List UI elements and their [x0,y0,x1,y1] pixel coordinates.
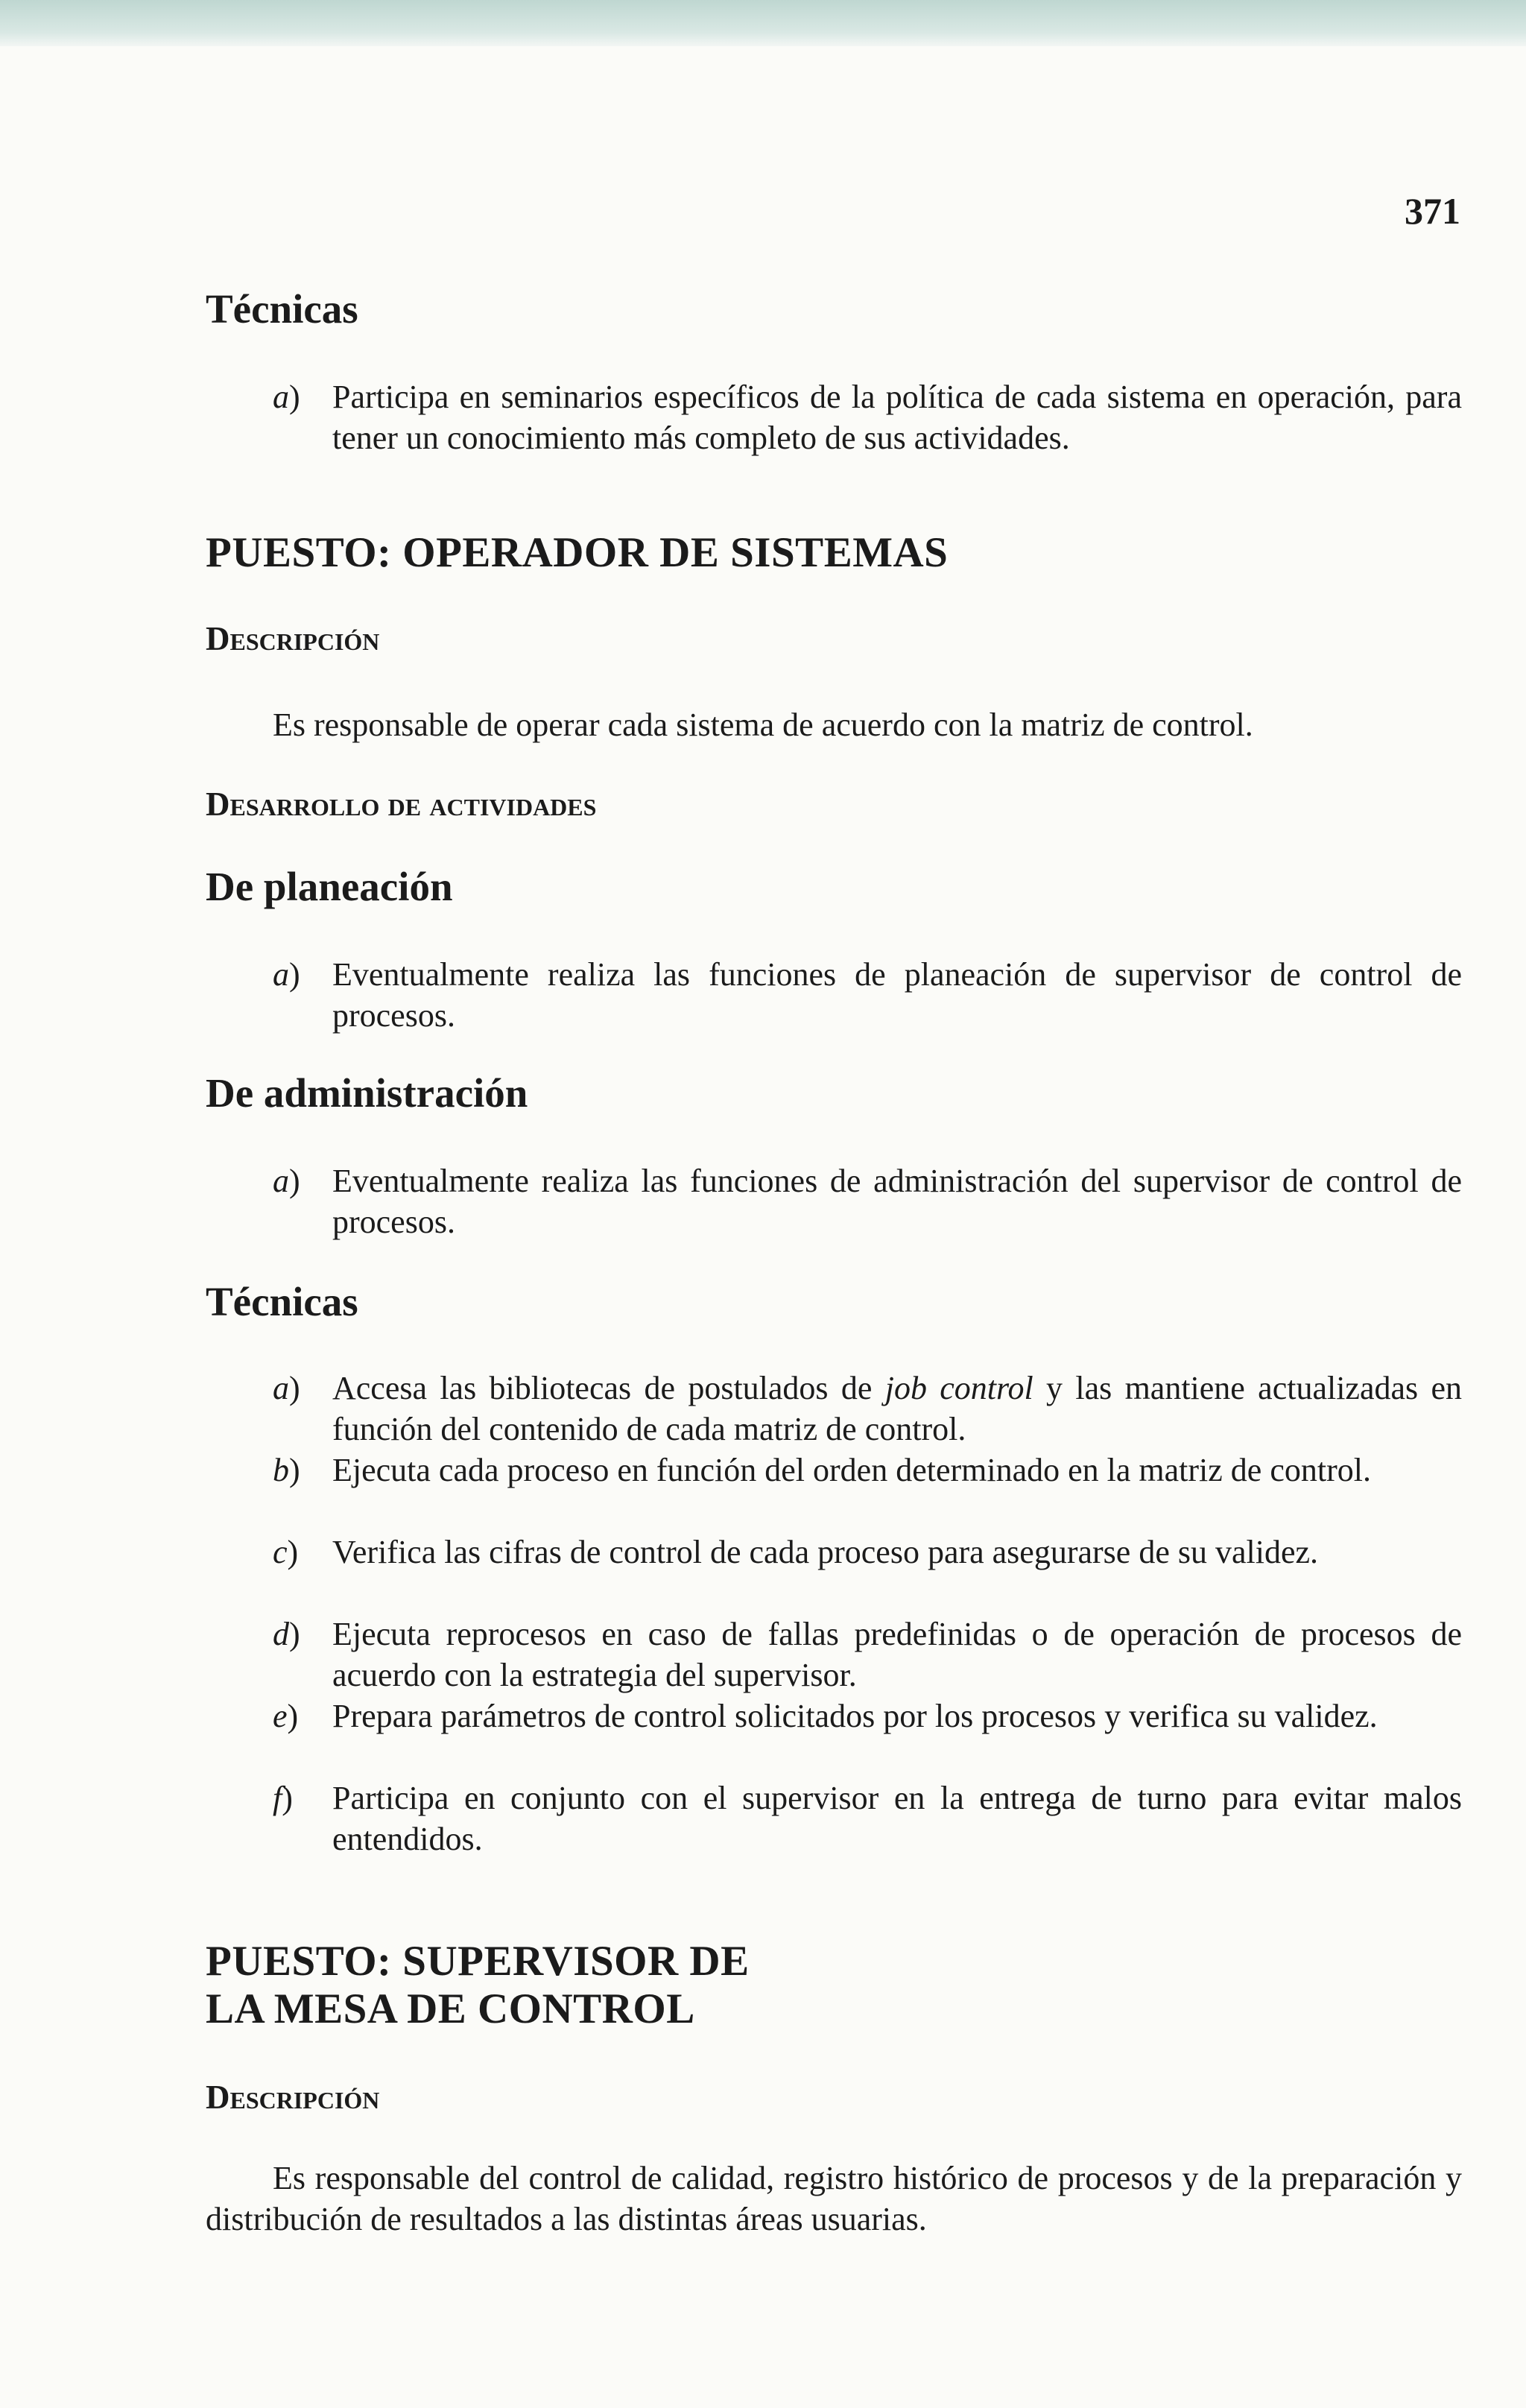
top-color-band [0,0,1526,46]
list-item-text: Verifica las cifras de control de cada proceso para asegurarse de su validez. [332,1534,1319,1570]
descripcion-text-supervisor: Es responsable del control de calidad, registro histórico de procesos y de la preparación y distribución de resultados a las distintas áreas usuarias. [206,2160,1462,2237]
descripcion-heading: Descripción [206,620,380,657]
list-item-text: Eventualmente realiza las funciones de administración del supervisor de control de procesos. [332,1163,1462,1240]
list-item-text: Ejecuta reprocesos en caso de fallas predefinidas o de operación de procesos de acuerdo con la estrategia del supervisor. [332,1616,1462,1693]
list-item-text: Prepara parámetros de control solicitados por los procesos y verifica su validez. [332,1698,1378,1734]
list-item-text: Participa en seminarios específicos de la política de cada sistema en operación, para tener un conocimiento más completo de sus actividades. [332,379,1462,456]
list-item [273,1696,1462,1737]
descripcion-heading-supervisor: Descripción [206,2079,380,2116]
list-marker: a) [273,1163,300,1199]
list-item [273,954,1462,1036]
page-number: 371 [1405,190,1460,232]
job-control-term: job control [884,1370,1033,1406]
list-marker: a) [273,1370,300,1406]
descripcion-text: Es responsable de operar cada sistema de acuerdo con la matriz de control. [273,707,1253,743]
list-item [273,1614,1462,1696]
list-marker: e) [273,1698,299,1734]
puesto-title-supervisor [206,1938,750,2033]
list-item-text: Eventualmente realiza las funciones de planeación de supervisor de control de procesos. [332,956,1462,1034]
list-item [273,376,1462,458]
desarrollo-heading: Desarrollo de actividades [206,786,597,823]
list-marker: f) [273,1780,293,1816]
list-item [273,1160,1462,1242]
section-heading-administracion: De administración [206,1070,528,1116]
list-item-text: Participa en conjunto con el supervisor en la entrega de turno para evitar malos entendidos. [332,1780,1462,1857]
puesto-title-operador: PUESTO: OPERADOR DE SISTEMAS [206,529,949,576]
list-marker: c) [273,1534,299,1570]
list-marker: d) [273,1616,300,1652]
puesto-title-line-2: LA MESA DE CONTROL [206,1985,695,2032]
list-item [273,1368,1462,1450]
section-heading-tecnicas: Técnicas [206,286,358,332]
section-heading-tecnicas-operador: Técnicas [206,1279,358,1324]
list-marker: a) [273,956,300,993]
list-item [273,1532,1462,1573]
list-marker: a) [273,379,300,415]
list-item [273,1777,1462,1859]
list-item [273,1450,1462,1491]
list-marker: b) [273,1452,300,1488]
puesto-title-line-1: PUESTO: SUPERVISOR DE [206,1938,750,1985]
list-item-text: Accesa las bibliotecas de postulados de job control y las mantiene actualizadas en función del contenido de cada matriz de control. [332,1370,1462,1447]
section-heading-planeacion: De planeación [206,864,453,909]
list-item-text: Ejecuta cada proceso en función del orden determinado en la matriz de control. [332,1452,1371,1488]
